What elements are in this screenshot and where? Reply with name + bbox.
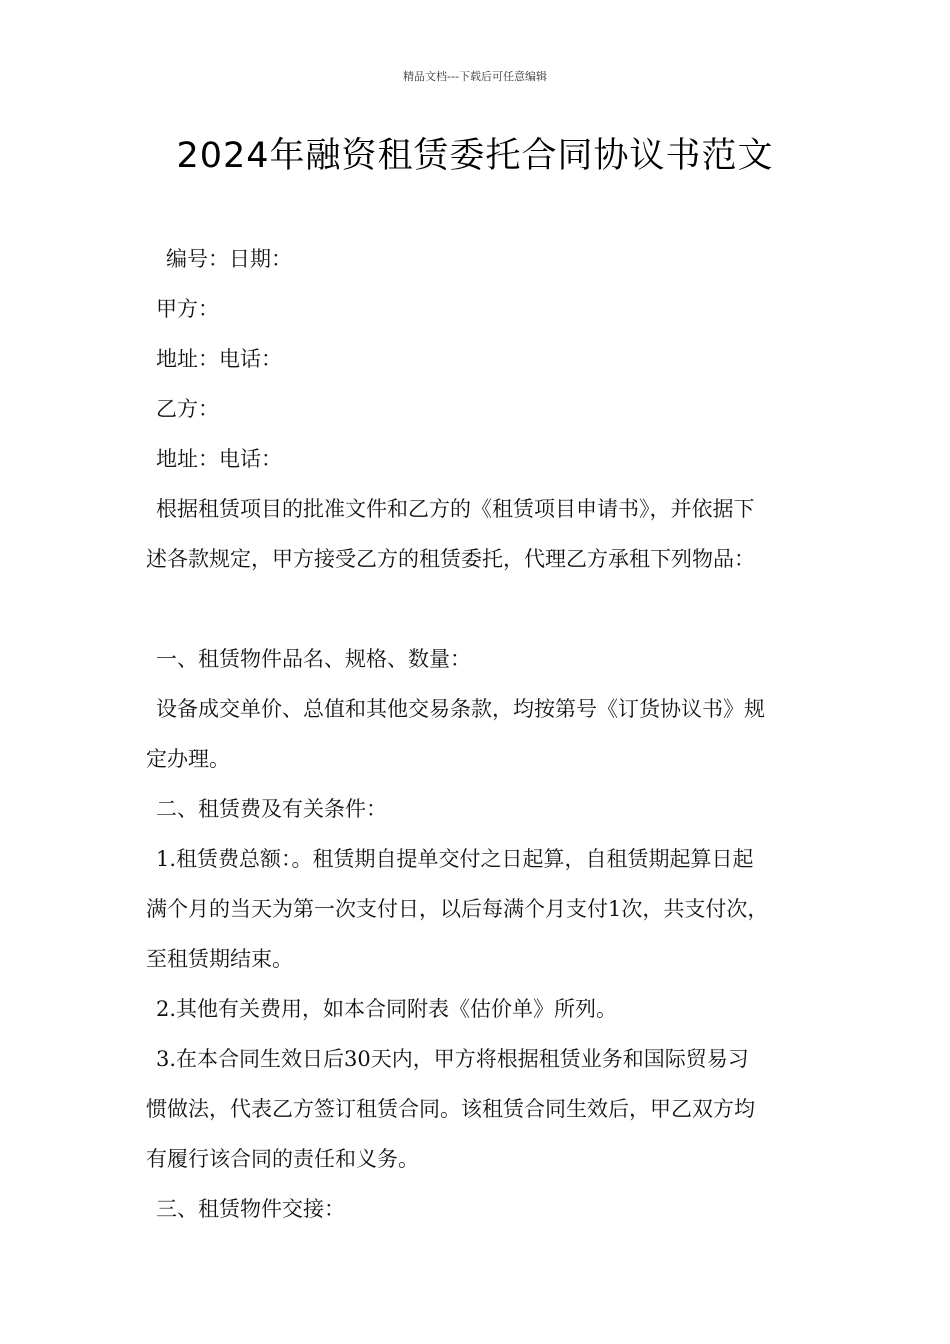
page-header-note: 精品文档---下载后可任意编辑: [403, 70, 547, 83]
section-2-heading: 二、租赁费及有关条件：: [156, 797, 387, 821]
blank-spacer: [146, 584, 816, 634]
clause-2-1-line-2: 满个月的当天为第一次支付日，以后每满个月支付1次，共支付次，: [146, 897, 769, 921]
clause-2-1-line-1: 1.租赁费总额：。租赁期自提单交付之日起算，自租赁期起算日起: [156, 847, 754, 871]
clause-2-1-line-3: 至租赁期结束。: [146, 947, 293, 971]
clause-2-3-line-2: 惯做法，代表乙方签订租赁合同。该租赁合同生效后，甲乙双方均: [146, 1097, 755, 1121]
section-1-para-line-1: 设备成交单价、总值和其他交易条款，均按第号《订货协议书》规: [156, 697, 765, 721]
line-party-a: 甲方：: [156, 297, 219, 321]
paragraph-intro-line-2: 述各款规定，甲方接受乙方的租赁委托，代理乙方承租下列物品：: [146, 547, 755, 571]
line-number-date: 编号：日期：: [166, 247, 292, 271]
section-1-heading: 一、租赁物件品名、规格、数量：: [156, 647, 471, 671]
paragraph-intro-line-1: 根据租赁项目的批准文件和乙方的《租赁项目申请书》，并依据下: [156, 497, 755, 521]
clause-2-2: 2.其他有关费用，如本合同附表《估价单》所列。: [156, 997, 618, 1021]
clause-2-3-line-3: 有履行该合同的责任和义务。: [146, 1147, 419, 1171]
section-1-para-line-2: 定办理。: [146, 747, 230, 771]
section-3-heading: 三、租赁物件交接：: [156, 1197, 345, 1221]
line-party-a-address: 地址：电话：: [156, 347, 282, 371]
document-title: 2024年融资租赁委托合同协议书范文: [176, 136, 774, 176]
clause-2-3-line-1: 3.在本合同生效日后30天内，甲方将根据租赁业务和国际贸易习: [156, 1047, 749, 1071]
line-party-b-address: 地址：电话：: [156, 447, 282, 471]
document-body: [146, 234, 816, 1234]
line-party-b: 乙方：: [156, 397, 219, 421]
